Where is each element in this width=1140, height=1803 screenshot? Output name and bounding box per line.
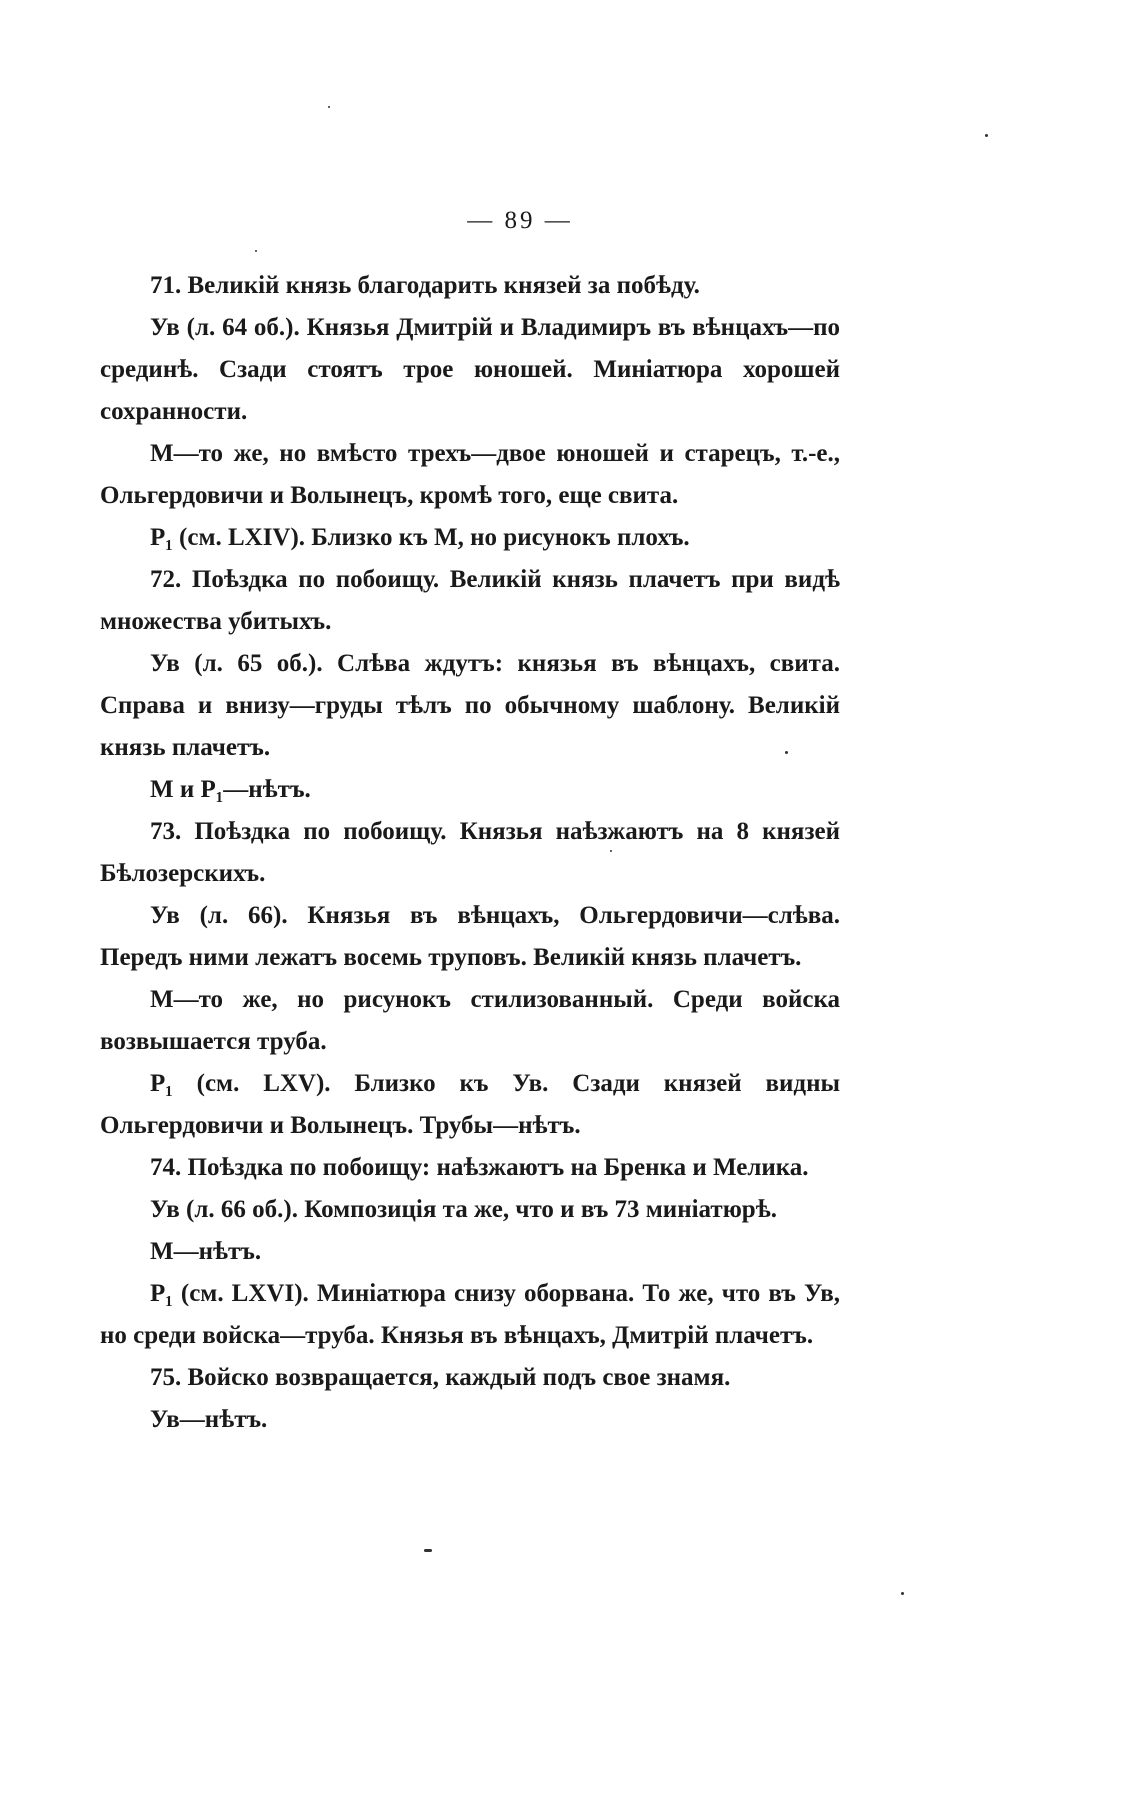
paragraph-73-uv: Ув (л. 66). Князья въ вѣнцахъ, Ольгердовичи—слѣва. Передъ ними лежатъ восемь труповъ. Великій князь плачетъ. xyxy=(100,902,840,971)
page-number: — 89 — xyxy=(467,207,573,234)
print-speck xyxy=(985,134,988,137)
paragraph-73-title: 73. Поѣздка по побоищу. Князья наѣзжаютъ на 8 князей Бѣлозерскихъ. xyxy=(100,818,840,887)
print-speck xyxy=(255,250,257,252)
paragraph-72-m-r1: М и Р₁—нѣтъ. xyxy=(150,776,311,803)
paragraph-74-m: М—нѣтъ. xyxy=(150,1238,262,1265)
paragraph-73-m: М—то же, но рисунокъ стилизованный. Среди войска возвышается труба. xyxy=(100,986,840,1055)
print-speck xyxy=(901,1592,904,1595)
print-speck xyxy=(610,850,612,852)
paragraph-75-title: 75. Войско возвращается, каждый подъ свое знамя. xyxy=(150,1364,731,1391)
paragraph-71-r1: Р₁ (см. LXIV). Близко къ М, но рисунокъ плохъ. xyxy=(150,524,690,551)
paragraph-71-title: 71. Великій князь благодарить князей за побѣду. xyxy=(150,272,700,299)
page-body xyxy=(100,265,840,1441)
paragraph-75-uv: Ув—нѣтъ. xyxy=(150,1406,268,1433)
paragraph-72-uv: Ув (л. 65 об.). Слѣва ждутъ: князья въ вѣнцахъ, свита. Справа и внизу—груды тѣлъ по обычному шаблону. Великій князь плачетъ. xyxy=(100,650,840,761)
paragraph-74-r1: Р₁ (см. LXVI). Миніатюра снизу оборвана. То же, что въ Ув, но среди войска—труба. Князья въ вѣнцахъ, Дмитрій плачетъ. xyxy=(100,1280,840,1349)
paragraph-74-title: 74. Поѣздка по побоищу: наѣзжаютъ на Бренка и Мелика. xyxy=(150,1154,809,1181)
print-speck xyxy=(785,751,788,754)
print-speck xyxy=(424,1549,432,1552)
paragraph-71-m: М—то же, но вмѣсто трехъ—двое юношей и старецъ, т.-е., Ольгердовичи и Волынецъ, кромѣ того, еще свита. xyxy=(100,440,840,509)
paragraph-73-r1: Р₁ (см. LXV). Близко къ Ув. Сзади князей видны Ольгердовичи и Волынецъ. Трубы—нѣтъ. xyxy=(100,1070,840,1139)
paragraph-71-uv: Ув (л. 64 об.). Князья Дмитрій и Владимиръ въ вѣнцахъ—по срединѣ. Сзади стоятъ трое юношей. Миніатюра хорошей сохранности. xyxy=(100,314,840,425)
paragraph-74-uv: Ув (л. 66 об.). Композиція та же, что и въ 73 миніатюрѣ. xyxy=(150,1196,777,1223)
paragraph-72-title: 72. Поѣздка по побоищу. Великій князь плачетъ при видѣ множества убитыхъ. xyxy=(100,566,840,635)
print-speck xyxy=(328,106,330,108)
